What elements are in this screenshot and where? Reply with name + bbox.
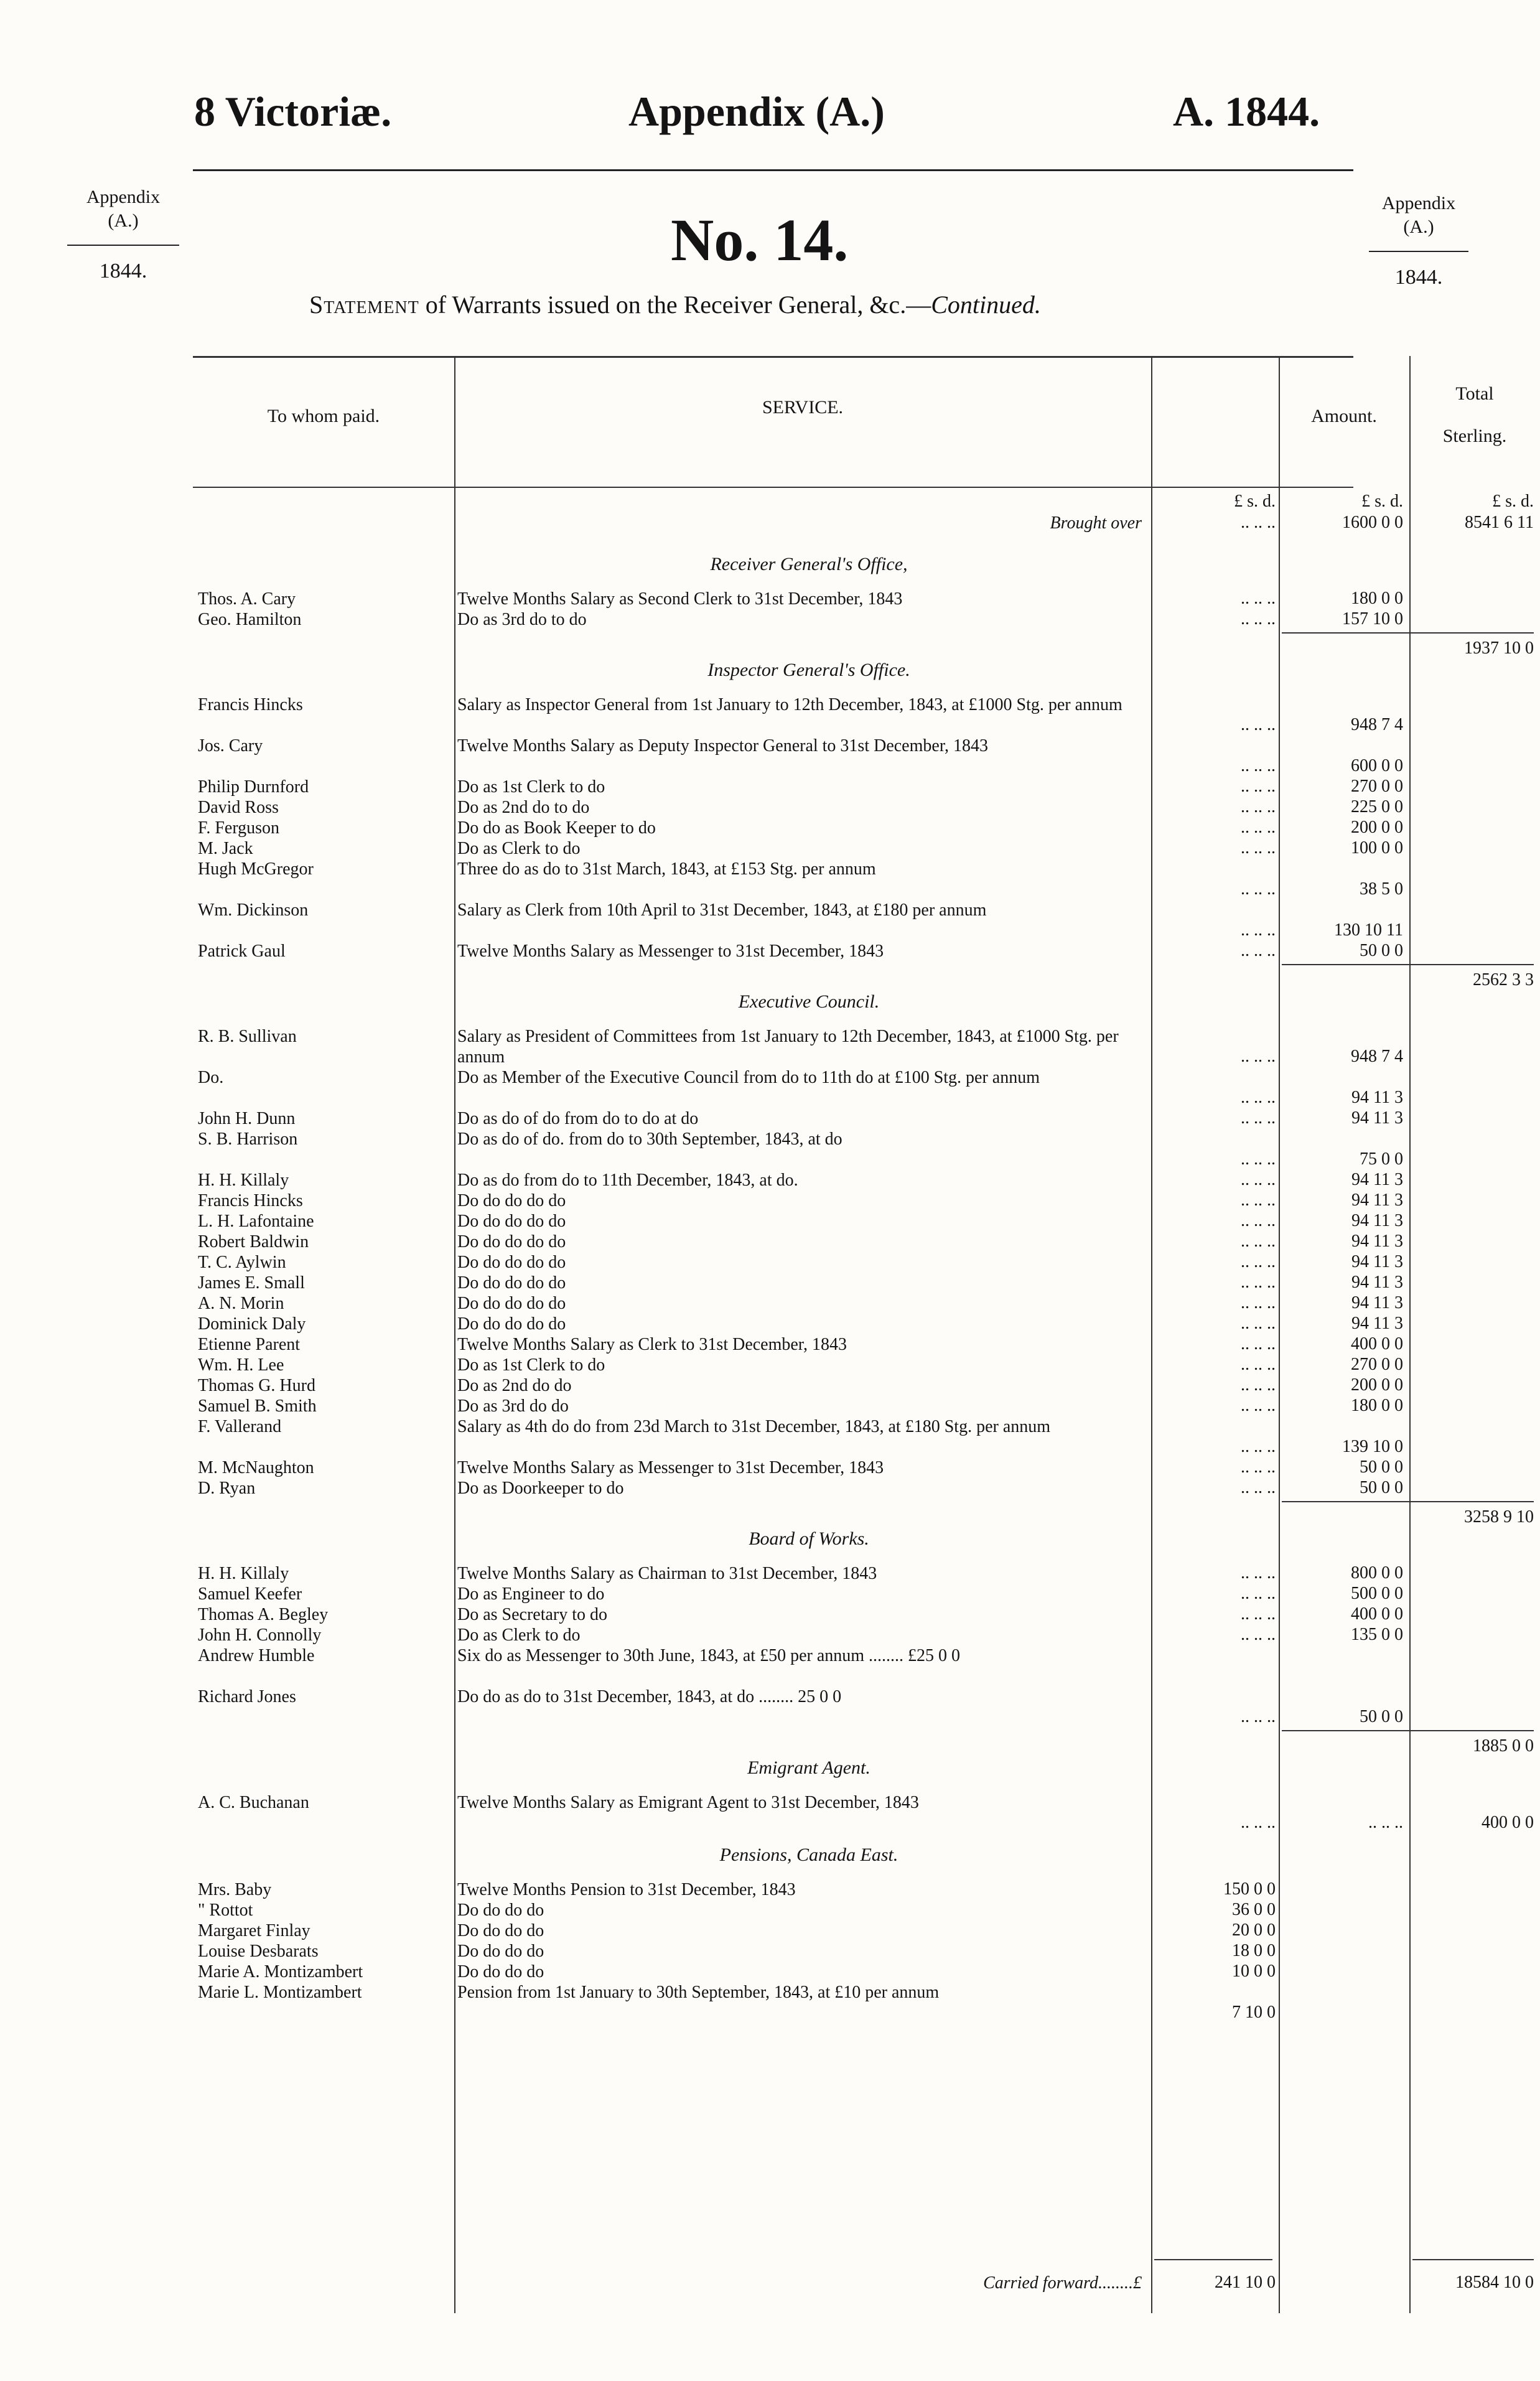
service-description: Salary as 4th do do from 23d March to 31st December, 1843, at £180 Stg. per annum [457, 1417, 1051, 1436]
amount-col-a: .. .. .. [1241, 838, 1276, 858]
amount-col-b: 94 11 3 [1351, 1170, 1403, 1189]
service-description: Do do do do [457, 1901, 544, 1920]
service-description: Twelve Months Salary as Emigrant Agent to 31st December, 1843 [457, 1793, 919, 1812]
service-description: Do do do do do [457, 1212, 566, 1231]
amount-col-a: .. .. .. [1241, 589, 1276, 608]
units-col-a: £ s. d. [1234, 492, 1276, 511]
carried-forward-label: Carried forward........£ [983, 2273, 1142, 2293]
payee-name: D. Ryan [198, 1479, 256, 1498]
payee-name: Do. [198, 1068, 224, 1087]
section-subtotal-rule [1282, 632, 1534, 634]
service-description: Do as do of do. from do to 30th September, 1843, at do [457, 1130, 842, 1149]
amount-col-a: .. .. .. [1241, 609, 1276, 629]
service-description: Do as Doorkeeper to do [457, 1479, 624, 1498]
amount-col-b: 130 10 11 [1334, 920, 1403, 940]
amount-col-a: .. .. .. [1241, 1457, 1276, 1477]
amount-col-a: .. .. .. [1241, 1334, 1276, 1354]
amount-col-a: .. .. .. [1241, 879, 1276, 899]
amount-col-b: 225 0 0 [1351, 797, 1403, 816]
side-note-left [67, 185, 179, 285]
amount-col-a: .. .. .. [1241, 1047, 1276, 1066]
section-subtotal-rule [1282, 1501, 1534, 1502]
amount-col-a: .. .. .. [1241, 1625, 1276, 1644]
amount-col-a: .. .. .. [1241, 777, 1276, 796]
total-sterling: 400 0 0 [1482, 1813, 1534, 1832]
section-title: Pensions, Canada East. [719, 1845, 898, 1865]
header-year: A. 1844. [1173, 88, 1320, 135]
amount-col-a: .. .. .. [1241, 1604, 1276, 1624]
amount-col-a: .. .. .. [1241, 1108, 1276, 1128]
amount-col-a: .. .. .. [1241, 920, 1276, 940]
payee-name: John H. Dunn [198, 1109, 296, 1128]
section-title: Executive Council. [738, 991, 880, 1012]
header-rule [193, 169, 1353, 171]
brought-over-col-a: .. .. .. [1241, 513, 1276, 532]
payee-name: John H. Connolly [198, 1626, 322, 1645]
amount-col-a: .. .. .. [1241, 715, 1276, 734]
amount-col-a: .. .. .. [1241, 1707, 1276, 1726]
service-description: Salary as President of Committees from 1st January to 12th December, 1843, at £1000 Stg. per annum [457, 1027, 1119, 1067]
section-title: Receiver General's Office, [710, 554, 908, 574]
amount-col-b: 270 0 0 [1351, 777, 1403, 796]
service-description: Do do do do [457, 1942, 544, 1961]
payee-name: Marie L. Montizambert [198, 1983, 362, 2002]
service-description: Twelve Months Pension to 31st December, 1843 [457, 1880, 796, 1899]
amount-col-a: .. .. .. [1241, 1190, 1276, 1210]
amount-col-a: .. .. .. [1241, 1813, 1276, 1832]
service-description: Twelve Months Salary as Clerk to 31st December, 1843 [457, 1335, 847, 1354]
service-description: Three do as do to 31st March, 1843, at £153 Stg. per annum [457, 859, 876, 879]
amount-col-b: 50 0 0 [1360, 941, 1403, 960]
subtitle-continued: Continued. [931, 291, 1041, 319]
payee-name: H. H. Killaly [198, 1171, 289, 1190]
col-divider-amount-a [1151, 356, 1152, 2313]
payee-name: Francis Hincks [198, 695, 303, 714]
payee-name: Jos. Cary [198, 736, 263, 755]
service-description: Do do do do do [457, 1191, 566, 1210]
brought-over-label: Brought over [1050, 513, 1142, 533]
payee-name: Samuel B. Smith [198, 1396, 317, 1416]
brought-over-col-b: 1600 0 0 [1342, 513, 1403, 532]
payee-name: James E. Small [198, 1273, 305, 1293]
service-description: Do do do do do [457, 1253, 566, 1272]
side-note-right [1369, 192, 1468, 291]
payee-name: M. McNaughton [198, 1458, 314, 1477]
payee-name: M. Jack [198, 839, 253, 858]
payee-name: F. Ferguson [198, 818, 280, 838]
col-divider-service [454, 356, 455, 2313]
service-description: Twelve Months Salary as Chairman to 31st December, 1843 [457, 1564, 877, 1583]
service-description: Do do do do [457, 1962, 544, 1981]
brought-over-total: 8541 6 11 [1465, 513, 1534, 532]
table-top-rule [193, 356, 1353, 358]
amount-col-a: .. .. .. [1241, 1355, 1276, 1374]
service-description: Twelve Months Salary as Deputy Inspector General to 31st December, 1843 [457, 736, 989, 755]
side-note-right-year: 1844. [1369, 251, 1468, 291]
amount-col-a: .. .. .. [1241, 1584, 1276, 1603]
amount-col-a: .. .. .. [1241, 1170, 1276, 1189]
amount-col-a: .. .. .. [1241, 1149, 1276, 1169]
header-session: 8 Victoriæ. [194, 88, 392, 135]
payee-name: Andrew Humble [198, 1646, 315, 1665]
service-description: Twelve Months Salary as Messenger to 31st December, 1843 [457, 1458, 884, 1477]
section-subtotal-rule [1282, 964, 1534, 965]
amount-col-b: 800 0 0 [1351, 1563, 1403, 1583]
subtitle-lead: Statement [309, 291, 419, 319]
amount-col-b: 180 0 0 [1351, 589, 1403, 608]
service-description: Pension from 1st January to 30th September, 1843, at £10 per annum [457, 1983, 940, 2002]
carried-forward-col-a: 241 10 0 [1215, 2273, 1276, 2292]
service-description: Do as do of do from do to do at do [457, 1109, 699, 1128]
payee-name: Patrick Gaul [198, 942, 286, 961]
amount-col-a: 150 0 0 [1223, 1879, 1276, 1899]
col-header-total-1: Total [1455, 383, 1494, 404]
amount-col-a: .. .. .. [1241, 1211, 1276, 1230]
service-description: Do as 1st Clerk to do [457, 1355, 605, 1375]
carried-forward-total: 18584 10 0 [1455, 2273, 1534, 2292]
section-subtotal: 3258 9 10 [1464, 1507, 1534, 1527]
payee-name: Samuel Keefer [198, 1584, 302, 1604]
amount-col-a: 36 0 0 [1232, 1900, 1276, 1919]
payee-name: Philip Durnford [198, 777, 309, 797]
service-description: Do do do do do [457, 1294, 566, 1313]
payee-name: Robert Baldwin [198, 1232, 309, 1251]
amount-col-b: .. .. .. [1368, 1813, 1403, 1832]
payee-name: Mrs. Baby [198, 1880, 272, 1899]
section-title: Emigrant Agent. [747, 1757, 870, 1778]
payee-name: Wm. H. Lee [198, 1355, 284, 1375]
payee-name: T. C. Aylwin [198, 1253, 286, 1272]
amount-col-b: 100 0 0 [1351, 838, 1403, 858]
service-description: Do as do from do to 11th December, 1843, at do. [457, 1171, 798, 1190]
carried-rule-a [1154, 2259, 1272, 2260]
amount-col-b: 200 0 0 [1351, 818, 1403, 837]
units-col-c: £ s. d. [1492, 492, 1534, 511]
document-number: No. 14. [671, 207, 849, 273]
amount-col-b: 948 7 4 [1351, 1047, 1403, 1066]
amount-col-b: 50 0 0 [1360, 1478, 1403, 1497]
side-note-right-sub: (A.) [1403, 216, 1434, 237]
service-description: Six do as Messenger to 30th June, 1843, at £50 per annum ........ £25 0 0 [457, 1646, 961, 1665]
service-description: Do as Clerk to do [457, 1626, 581, 1645]
service-description: Do do do do do [457, 1232, 566, 1251]
service-description: Salary as Inspector General from 1st January to 12th December, 1843, at £1000 Stg. per annum [457, 695, 1122, 714]
amount-col-b: 94 11 3 [1351, 1273, 1403, 1292]
payee-name: Louise Desbarats [198, 1942, 319, 1961]
side-note-left-year: 1844. [67, 245, 179, 285]
payee-name: Dominick Daly [198, 1314, 306, 1334]
service-description: Do as Clerk to do [457, 839, 581, 858]
subtitle-text: of Warrants issued on the Receiver General, &c.— [425, 291, 931, 319]
section-subtotal-rule [1282, 1730, 1534, 1731]
payee-name: R. B. Sullivan [198, 1027, 297, 1046]
col-divider-amount-b [1279, 356, 1280, 2313]
service-description: Do as 3rd do do [457, 1396, 569, 1416]
amount-col-b: 200 0 0 [1351, 1375, 1403, 1395]
amount-col-a: .. .. .. [1241, 1314, 1276, 1333]
amount-col-a: .. .. .. [1241, 1437, 1276, 1456]
carried-rule-c [1412, 2259, 1534, 2260]
amount-col-a: 7 10 0 [1232, 2003, 1276, 2022]
service-description: Do do do do do [457, 1273, 566, 1293]
payee-name: Etienne Parent [198, 1335, 301, 1354]
amount-col-a: .. .. .. [1241, 1478, 1276, 1497]
payee-name: Richard Jones [198, 1687, 296, 1706]
amount-col-b: 38 5 0 [1360, 879, 1403, 899]
service-description: Twelve Months Salary as Second Clerk to 31st December, 1843 [457, 589, 903, 609]
service-description: Do as Engineer to do [457, 1584, 605, 1604]
amount-col-a: .. .. .. [1241, 1293, 1276, 1312]
amount-col-b: 94 11 3 [1351, 1232, 1403, 1251]
amount-col-b: 948 7 4 [1351, 715, 1403, 734]
col-header-amount: Amount. [1311, 406, 1377, 426]
amount-col-a: .. .. .. [1241, 1252, 1276, 1271]
service-description: Do as Secretary to do [457, 1605, 608, 1624]
amount-col-b: 75 0 0 [1360, 1149, 1403, 1169]
service-description: Twelve Months Salary as Messenger to 31st December, 1843 [457, 942, 884, 961]
col-header-total-2: Sterling. [1442, 426, 1507, 446]
payee-name: Marie A. Montizambert [198, 1962, 363, 1981]
service-description: Salary as Clerk from 10th April to 31st December, 1843, at £180 per annum [457, 900, 987, 920]
col-header-service: SERVICE. [762, 397, 844, 418]
amount-col-a: .. .. .. [1241, 1273, 1276, 1292]
section-subtotal: 1937 10 0 [1464, 639, 1534, 658]
service-description: Do do as Book Keeper to do [457, 818, 656, 838]
amount-col-b: 94 11 3 [1351, 1252, 1403, 1271]
payee-name: F. Vallerand [198, 1417, 282, 1436]
section-subtotal: 1885 0 0 [1473, 1736, 1534, 1756]
payee-name: Wm. Dickinson [198, 900, 309, 920]
warrants-table [193, 356, 1534, 2316]
section-title: Board of Works. [749, 1528, 869, 1549]
amount-col-b: 50 0 0 [1360, 1457, 1403, 1477]
units-col-b: £ s. d. [1361, 492, 1403, 511]
amount-col-b: 94 11 3 [1351, 1314, 1403, 1333]
amount-col-b: 180 0 0 [1351, 1396, 1403, 1415]
payee-name: " Rottot [198, 1901, 253, 1920]
section-subtotal: 2562 3 3 [1473, 970, 1534, 989]
payee-name: S. B. Harrison [198, 1130, 298, 1149]
col-divider-total [1409, 356, 1411, 2313]
amount-col-a: 18 0 0 [1232, 1941, 1276, 1960]
amount-col-a: 20 0 0 [1232, 1920, 1276, 1940]
amount-col-b: 94 11 3 [1351, 1293, 1403, 1312]
payee-name: Francis Hincks [198, 1191, 303, 1210]
payee-name: Geo. Hamilton [198, 610, 302, 629]
amount-col-a: .. .. .. [1241, 1375, 1276, 1395]
amount-col-b: 270 0 0 [1351, 1355, 1403, 1374]
amount-col-b: 50 0 0 [1360, 1707, 1403, 1726]
service-description: Do as 3rd do to do [457, 610, 587, 629]
col-header-paid: To whom paid. [267, 406, 380, 426]
service-description: Do do do do do [457, 1314, 566, 1334]
amount-col-b: 135 0 0 [1351, 1625, 1403, 1644]
payee-name: L. H. Lafontaine [198, 1212, 314, 1231]
amount-col-a: .. .. .. [1241, 1563, 1276, 1583]
amount-col-b: 94 11 3 [1351, 1211, 1403, 1230]
amount-col-b: 600 0 0 [1351, 756, 1403, 775]
service-description: Do as 1st Clerk to do [457, 777, 605, 797]
document-subtitle [309, 290, 1041, 319]
amount-col-b: 400 0 0 [1351, 1604, 1403, 1624]
amount-col-a: .. .. .. [1241, 797, 1276, 816]
amount-col-b: 94 11 3 [1351, 1108, 1403, 1128]
amount-col-b: 400 0 0 [1351, 1334, 1403, 1354]
section-title: Inspector General's Office. [707, 660, 910, 680]
service-description: Do do do do [457, 1921, 544, 1940]
amount-col-a: .. .. .. [1241, 1396, 1276, 1415]
side-note-left-label: Appendix [86, 187, 161, 207]
amount-col-a: .. .. .. [1241, 1088, 1276, 1107]
amount-col-a: 10 0 0 [1232, 1962, 1276, 1981]
header-appendix: Appendix (A.) [628, 88, 885, 135]
amount-col-a: .. .. .. [1241, 1232, 1276, 1251]
payee-name: Thomas G. Hurd [198, 1376, 315, 1395]
amount-col-a: .. .. .. [1241, 818, 1276, 837]
side-note-left-sub: (A.) [108, 210, 139, 231]
amount-col-b: 94 11 3 [1351, 1190, 1403, 1210]
amount-col-a: .. .. .. [1241, 941, 1276, 960]
payee-name: Margaret Finlay [198, 1921, 310, 1940]
payee-name: A. C. Buchanan [198, 1793, 309, 1812]
payee-name: A. N. Morin [198, 1294, 284, 1313]
payee-name: H. H. Killaly [198, 1564, 289, 1583]
table-header-rule [193, 487, 1353, 488]
service-description: Do as Member of the Executive Council from do to 11th do at £100 Stg. per annum [457, 1068, 1040, 1087]
service-description: Do as 2nd do do [457, 1376, 572, 1395]
service-description: Do do as do to 31st December, 1843, at do ........ 25 0 0 [457, 1687, 842, 1706]
amount-col-a: .. .. .. [1241, 756, 1276, 775]
payee-name: Thos. A. Cary [198, 589, 296, 609]
amount-col-b: 94 11 3 [1351, 1088, 1403, 1107]
payee-name: David Ross [198, 798, 279, 817]
side-note-right-label: Appendix [1381, 193, 1456, 213]
amount-col-b: 139 10 0 [1342, 1437, 1403, 1456]
service-description: Do as 2nd do to do [457, 798, 590, 817]
amount-col-b: 500 0 0 [1351, 1584, 1403, 1603]
amount-col-b: 157 10 0 [1342, 609, 1403, 629]
payee-name: Hugh McGregor [198, 859, 314, 879]
payee-name: Thomas A. Begley [198, 1605, 329, 1624]
